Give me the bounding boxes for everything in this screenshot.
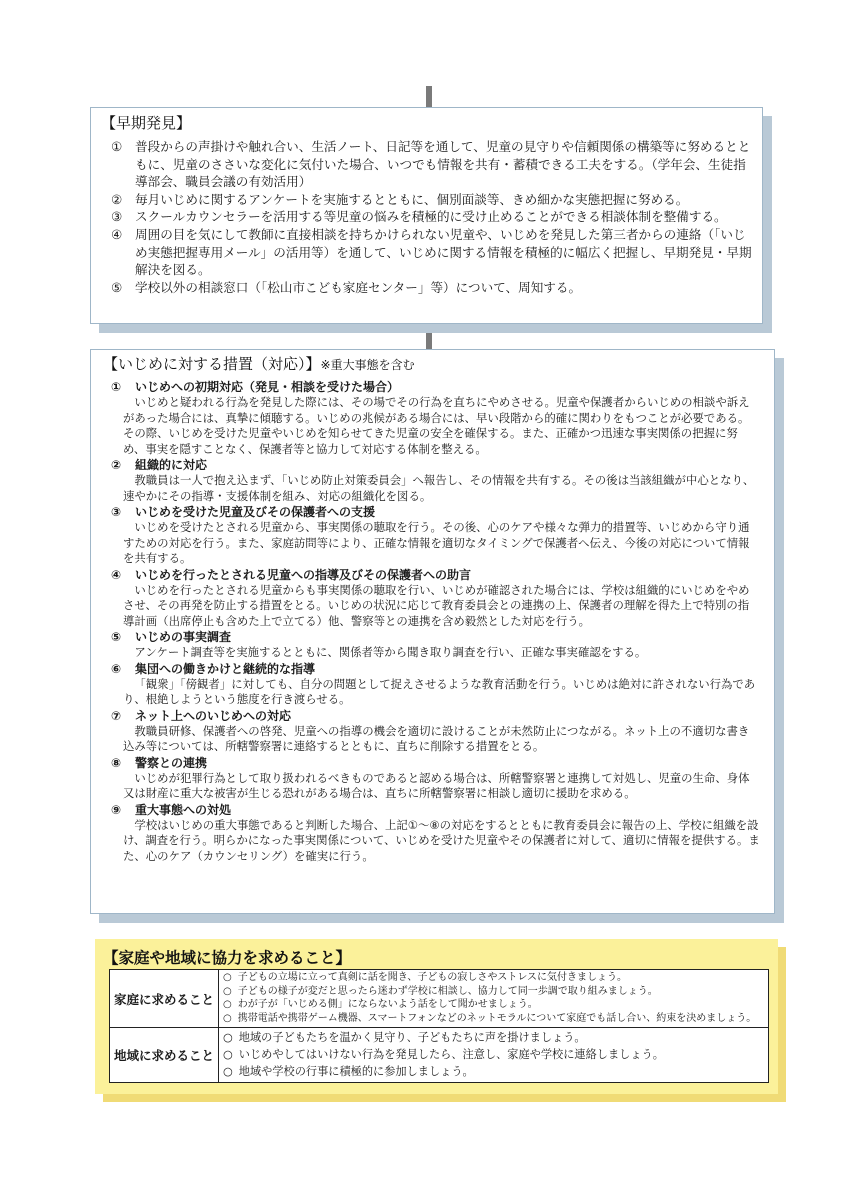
measure-number: ⑤ <box>111 630 122 644</box>
measure-number: ⑦ <box>111 708 122 723</box>
item-text: 地域や学校の行事に積極的に参加しましょう。 <box>238 1065 474 1078</box>
table-row <box>110 970 769 1028</box>
list-item <box>223 1046 764 1063</box>
measure-number: ⑨ <box>111 802 122 817</box>
item-number: ① <box>111 139 123 154</box>
measure-number: ② <box>111 458 122 472</box>
measure-body: いじめが犯罪行為として取り扱われるべきものであると認める場合は、所轄警察署と連携して対処し、児童の生命、身体又は財産に重大な被害が生じる恐れがある場合は、直ちに所轄警察署に相談し適切に援助を求める。 <box>123 770 750 800</box>
list-item <box>223 1029 764 1046</box>
measures-title-text: 【いじめに対する措置（対応）】 <box>103 355 321 373</box>
row-label-home: 家庭に求めること <box>110 970 219 1028</box>
measure-number: ⑧ <box>111 755 122 770</box>
measure-body: 教職員研修、保護者への啓発、児童への指導の機会を適切に設けることが未然防止につながる。ネット上の不適切な書き込み等については、所轄警察署に連絡するとともに、直ちに削除する措置をとる。 <box>123 723 750 753</box>
item-number: ⑤ <box>111 279 123 295</box>
measure-number: ⑥ <box>111 661 122 676</box>
measure-body: アンケート調査等を実施するとともに、関係者等から聞き取り調査を行い、正確な事実確認をする。 <box>134 645 647 659</box>
early-detection-box <box>90 107 763 324</box>
measure-heading <box>111 709 764 724</box>
item-text: 子どもの立場に立って真剣に話を聞き、子どもの寂しさやストレスに気付きましょう。 <box>237 972 628 983</box>
measures-title-note: ※重大事態を含む <box>320 358 415 372</box>
measure-heading-text: 重大事態への対処 <box>135 802 232 817</box>
row-label-community: 地域に求めること <box>110 1028 219 1083</box>
bullet-circle: ○ <box>223 1048 233 1061</box>
measure-body: 学校はいじめの重大事態であると判断した場合、上記①～⑧の対応をするとともに教育委員会に報告の上、学校に組織を設け、調査を行う。明らかになった事実関係について、いじめを受けた児童やその保護者に対して、適切に情報を提供する。また、心のケア（カウンセリング）を確実に行う。 <box>123 817 760 863</box>
measure-number: ① <box>111 380 122 394</box>
measure-heading <box>111 458 764 473</box>
measure-heading-text: いじめの事実調査 <box>135 630 232 644</box>
measures-title <box>103 353 764 374</box>
item-text: いじめやしてはいけない行為を発見したら、注意し、家庭や学校に連絡しましょう。 <box>238 1048 664 1061</box>
measure-body: いじめを行ったとされる児童からも事実関係の聴取を行い、いじめが確認された場合には、学校は組織的にいじめをやめさせ、その再発を防止する措置をとる。いじめの状況に応じて教育委員会との連携の上、保護者の理解を得た上で特別の指導計画（出席停止も含めた上で立てる）他、警察等との連携を含め毅然とした対応を行う。 <box>123 582 750 628</box>
bullet-circle: ○ <box>223 1065 233 1078</box>
measure-heading-text: いじめを行ったとされる児童への指導及びその保護者への助言 <box>135 567 472 582</box>
measure-heading <box>111 568 764 583</box>
cooperation-title: 【家庭や地域に協力を求めること】 <box>103 949 352 967</box>
item-text: 周囲の目を気にして教師に直接相談を持ちかけられない児童や、いじめを発見した第三者からの連絡（「いじめ実態把握専用メール」の活用等）を通して、いじめに関する情報を積極的に幅広く把握し、早期発見・早期解決を図る。 <box>135 226 752 278</box>
list-item <box>223 998 764 1012</box>
measure-heading-text: ネット上へのいじめへの対応 <box>135 708 292 723</box>
measure-heading-text: 警察との連携 <box>135 755 208 770</box>
connector-middle <box>426 324 432 349</box>
item-text: 学校以外の相談窓口（「松山市こども家庭センター」等）について、周知する。 <box>135 279 582 295</box>
item-text: わが子が「いじめる側」にならないよう話をして聞かせましょう。 <box>237 999 538 1010</box>
home-items <box>219 970 769 1028</box>
list-item <box>99 226 752 279</box>
measure-heading <box>111 630 764 645</box>
bullet-circle: ○ <box>223 1031 233 1044</box>
list-item <box>223 985 764 999</box>
measure-heading <box>111 380 764 395</box>
early-detection-title: 【早期発見】 <box>101 114 192 132</box>
cooperation-box <box>95 939 778 1094</box>
connector-top <box>426 86 432 107</box>
community-items <box>219 1028 769 1083</box>
measures-box <box>90 349 775 914</box>
item-text: スクールカウンセラーを活用する等児童の悩みを積極的に受け止めることができる相談体制を整備する。 <box>135 209 727 225</box>
measure-number: ④ <box>111 567 122 582</box>
measure-heading <box>111 803 764 818</box>
table-row <box>110 1028 769 1083</box>
measure-number: ③ <box>111 505 122 519</box>
measure-heading-text: 組織的に対応 <box>135 458 208 472</box>
list-item <box>223 1012 764 1026</box>
list-item <box>99 138 752 191</box>
bullet-circle: ○ <box>223 985 232 997</box>
item-text: 毎月いじめに関するアンケートを実施するとともに、個別面談等、きめ細かな実態把握に努める。 <box>135 191 689 207</box>
measure-body: いじめと疑われる行為を発見した際には、その場でその行為を直ちにやめさせる。児童や保護者からいじめの相談や訴えがあった場合には、真摯に傾聴する。いじめの兆候がある場合には、早い段階から的確に関わりをもつことが必要である。その際、いじめを受けた児童やいじめを知らせてきた児童の安全を確保する。また、正確かつ迅速な事実関係の把握に努め、事実を隠すことなく、保護者等と協力して対応する体制を整える。 <box>123 395 750 456</box>
list-item <box>99 279 752 297</box>
measure-heading-text: 集団への働きかけと継続的な指導 <box>135 661 316 676</box>
list-item <box>99 208 752 226</box>
measure-heading-text: いじめへの初期対応（発見・相談を受けた場合） <box>135 380 400 394</box>
list-item <box>223 971 764 985</box>
item-number: ③ <box>111 209 123 225</box>
bullet-circle: ○ <box>223 972 232 983</box>
list-item <box>223 1063 764 1080</box>
measure-heading <box>111 505 764 520</box>
cooperation-table <box>109 969 769 1083</box>
bullet-circle: ○ <box>223 1012 232 1024</box>
measure-body: 「観衆」「傍観者」に対しても、自分の問題として捉えさせるような教育活動を行う。いじめは絶対に許されない行為であり、根絶しようという態度を行き渡らせる。 <box>123 676 756 706</box>
item-number: ② <box>111 191 123 207</box>
item-number: ④ <box>111 226 123 242</box>
measure-body: いじめを受けたとされる児童から、事実関係の聴取を行う。その後、心のケアや様々な弾力的措置等、いじめから守り通すための対応を行う。また、家庭訪問等により、正確な情報を適切なタイミングで保護者へ伝え、今後の対応について情報を共有する。 <box>123 520 750 565</box>
list-item <box>99 191 752 209</box>
measure-heading <box>111 756 764 771</box>
bullet-circle: ○ <box>223 999 232 1010</box>
item-text: 携帯電話や携帯ゲーム機器、スマートフォンなどのネットモラルについて家庭でも話し合い、約束を決めましょう。 <box>237 1012 757 1024</box>
item-text: 普段からの声掛けや触れ合い、生活ノート、日記等を通して、児童の見守りや信頼関係の構築等に努めるとともに、児童のささいな変化に気付いた場合、いつでも情報を共有・蓄積できる工夫をする。（学年会、生徒指導部会、職員会議の有効活用） <box>135 139 751 190</box>
measure-body: 教職員は一人で抱え込まず、「いじめ防止対策委員会」へ報告し、その情報を共有する。その後は当該組織が中心となり、速やかにその指導・支援体制を組み、対応の組織化を図る。 <box>123 473 755 503</box>
measure-heading <box>111 662 764 677</box>
item-text: 地域の子どもたちを温かく見守り、子どもたちに声を掛けましょう。 <box>238 1031 586 1044</box>
measure-heading-text: いじめを受けた児童及びその保護者への支援 <box>135 505 376 519</box>
item-text: 子どもの様子が変だと思ったら迷わず学校に相談し、協力して同一歩調で取り組みましょう。 <box>237 985 658 997</box>
